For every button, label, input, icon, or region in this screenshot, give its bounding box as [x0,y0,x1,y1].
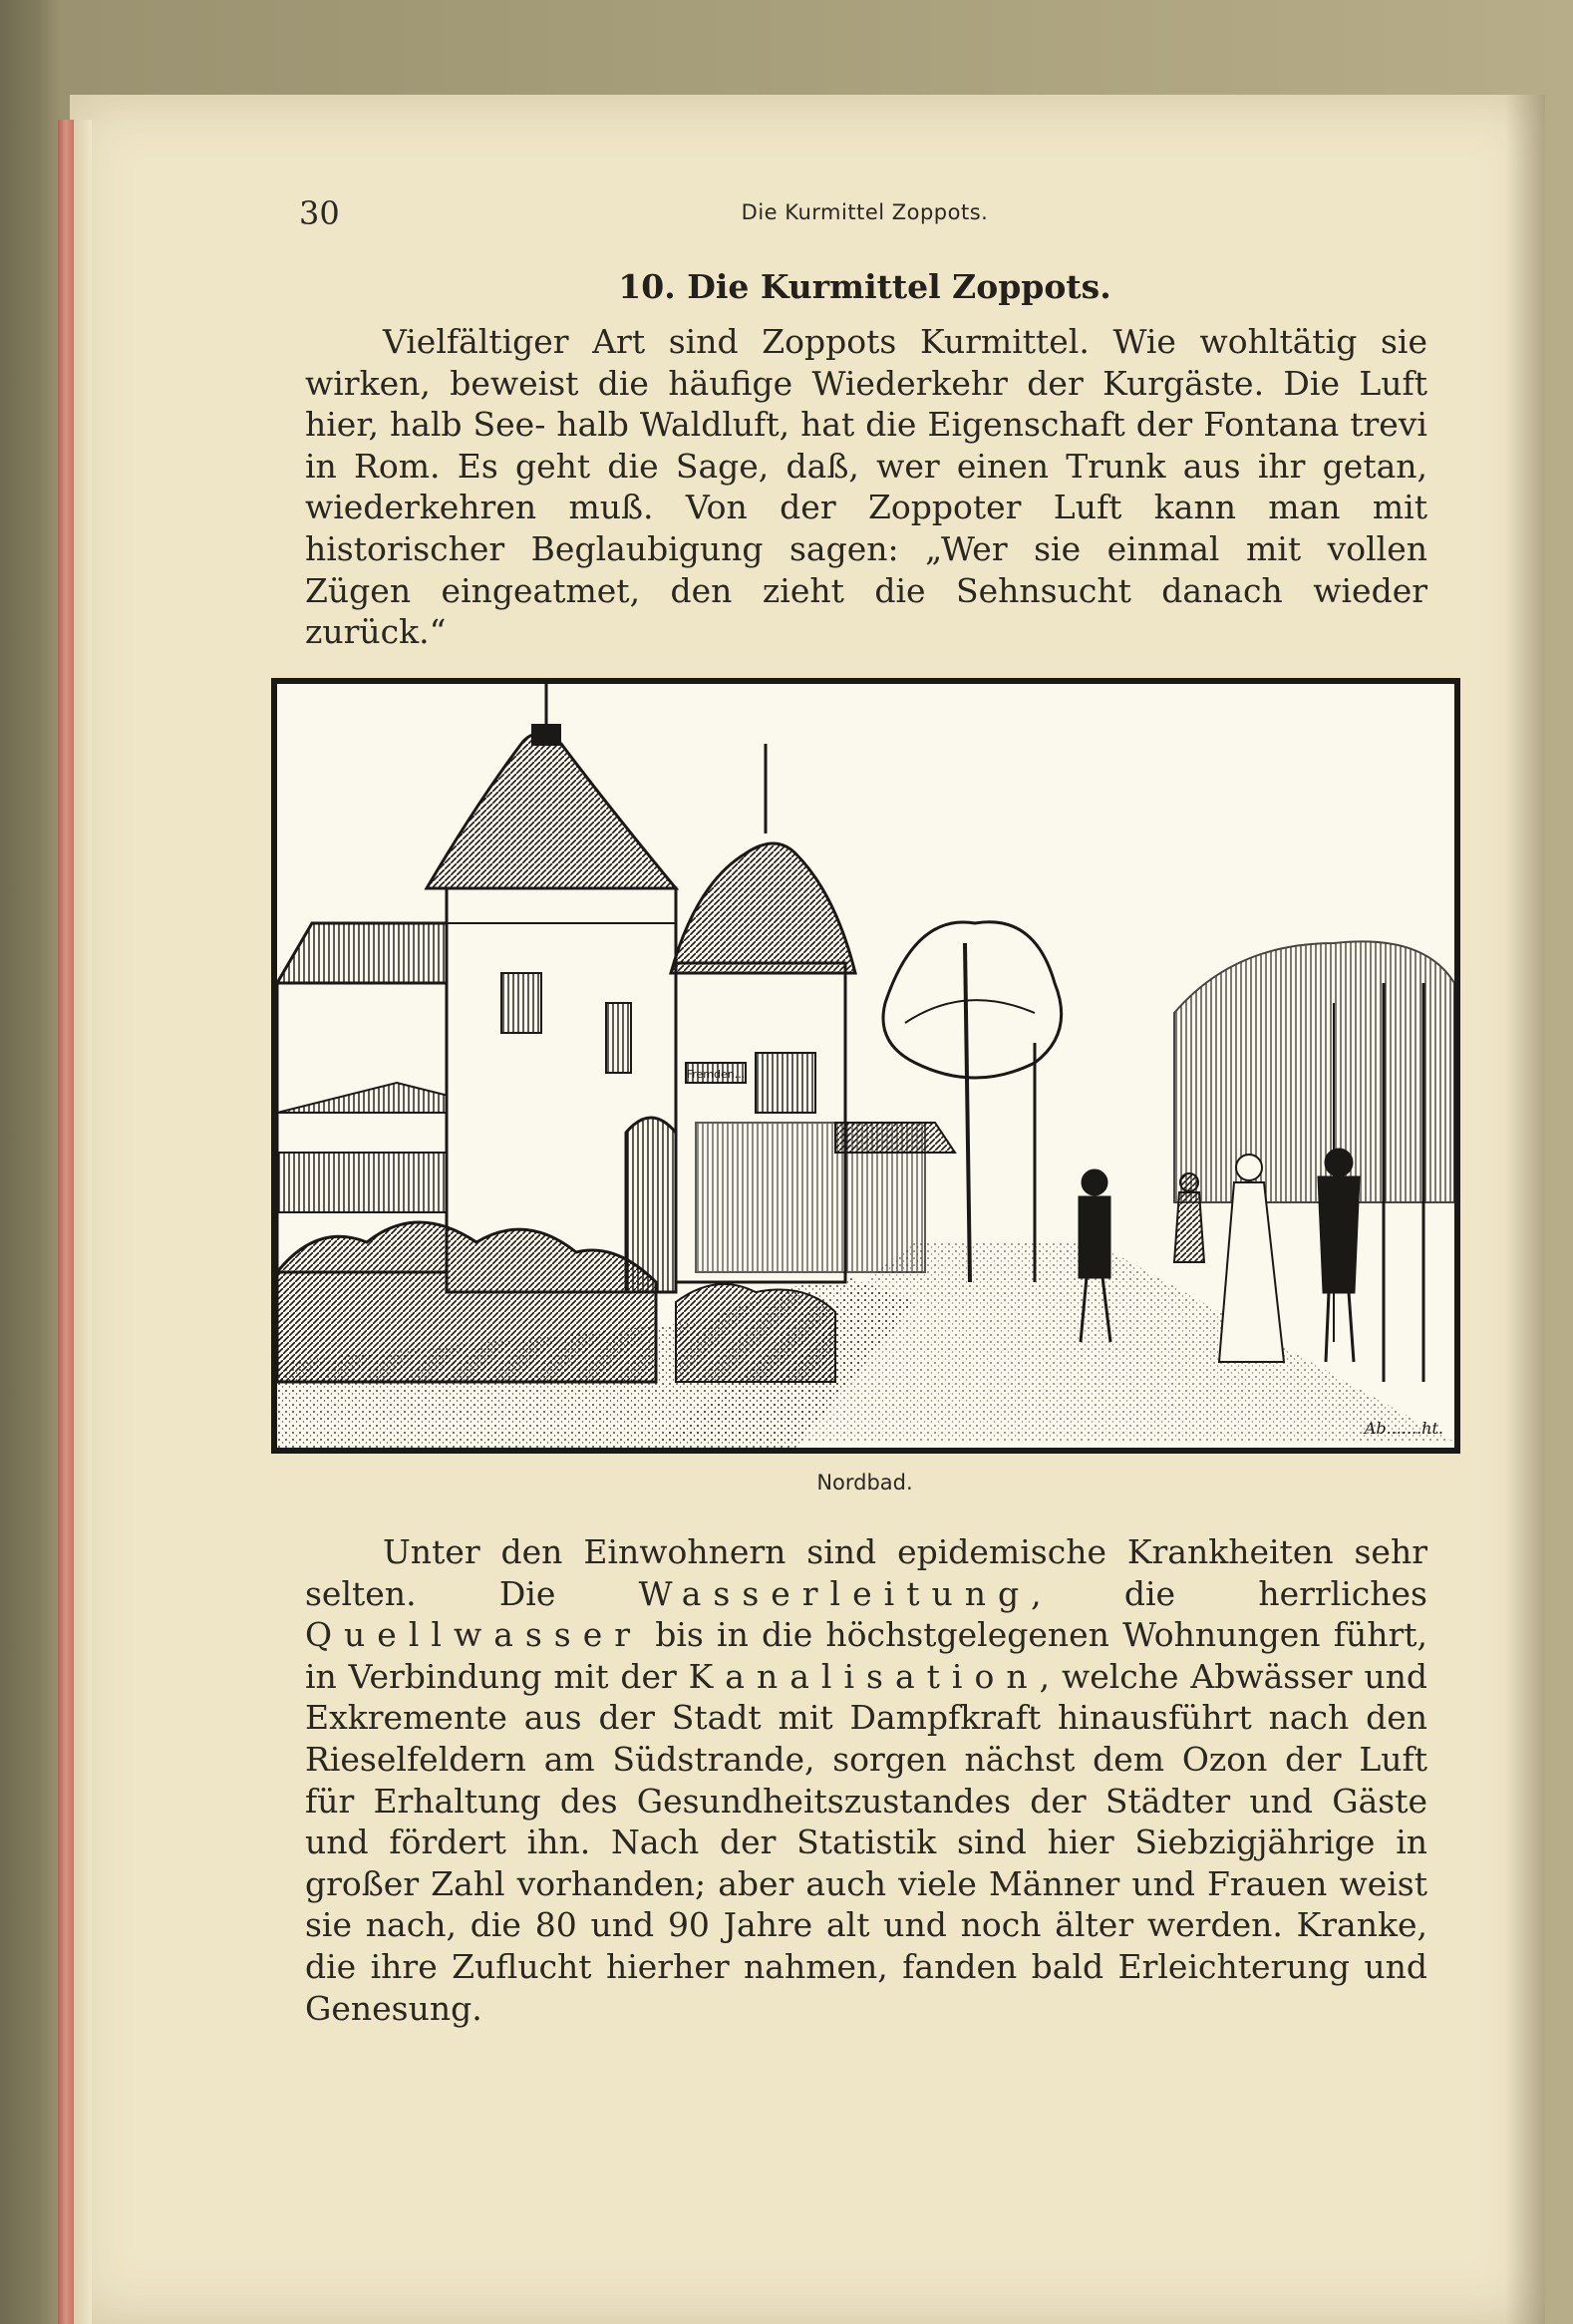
building-sign: Fremden... [686,1068,746,1081]
paragraph-2-part-4: , welche Abwässer und Exkremente aus der Stadt mit Dampfkraft hinausführt nach den Rieselfeldern am Südstrande, sorgen nächst dem Ozon der Luft für Erhaltung des Gesundheitszustandes der Städter und Gäste und fördert ihn. Nach der Statistik sind hier Siebzigjährige in großer Zahl vorhanden; aber auch viele Männer und Frauen weist sie nach, die 80 und 90 Jahre alt und noch älter werden. Kranke, die ihre Zuflucht hierher nahmen, fanden bald Erleichterung und Genesung. [305,1656,1427,2028]
paragraph-2-part-1: Unter den Einwohnern sind epidemische Krankheiten sehr selten. Die [305,1532,1427,1613]
paragraph-2-part-3: bis in die höchstgelegenen Wohnungen führt, in Verbindung mit der [305,1615,1427,1696]
emphasis-kanalisation: Kanalisation [688,1656,1040,1696]
paragraph-1 [305,321,1427,653]
running-head-title: Die Kurmittel Zoppots. [741,200,989,224]
emphasis-quellwasser: Quellwasser [305,1615,643,1655]
nordbad-engraving [277,684,1454,1448]
gutter-shadow [74,120,92,2324]
paragraph-2 [305,1531,1427,2029]
page-number: 30 [299,194,340,232]
chapter-title: 10. Die Kurmittel Zoppots. [618,267,1111,306]
emphasis-wasserleitung: Wasserleitung [638,1573,1032,1613]
paragraph-2-part-2: , die herrliches [1031,1573,1427,1613]
paragraph-1-text: Vielfältiger Art sind Zoppots Kurmittel. Wie wohltätig sie wirken, beweist die häufige Wiederkehr der Kurgäste. Die Luft hier, halb See- halb Waldluft, hat die Eigenschaft der Fontana trevi in Rom. Es geht die Sage, daß, wer einen Trunk aus ihr getan, wiederkehren muß. Von der Zoppoter Luft kann man mit historischer Beglaubigung sagen: „Wer sie einmal mit vollen Zügen eingeatmet, den zieht die Sehnsucht danach wieder zurück.“ [305,322,1427,652]
figure-caption: Nordbad. [816,1471,913,1494]
running-head [299,194,1430,234]
illustration-nordbad [271,678,1460,1454]
artist-signature: Ab.......ht. [1364,1419,1443,1438]
page-edge-shadow [1505,95,1545,2324]
red-page-edge [58,120,74,2324]
